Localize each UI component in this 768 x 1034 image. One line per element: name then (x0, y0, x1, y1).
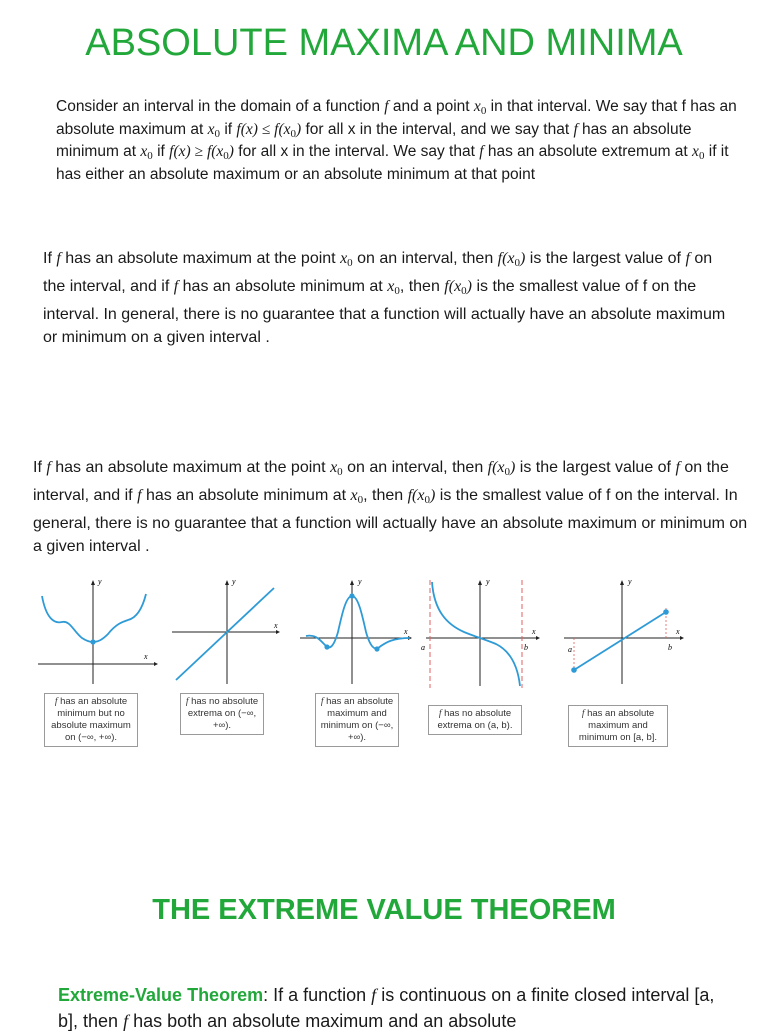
text-span: if (220, 120, 237, 138)
text-span: in that interval. We say that f has an absolute maximum at (56, 98, 737, 138)
text-span: on an interval, then (342, 459, 488, 476)
graph-5-caption: f has an absolute maximum and minimum on [a, b]. (568, 705, 668, 747)
text-span: Consider an interval in the domain of a function (56, 98, 385, 115)
math-x0: $x_0$ (692, 143, 705, 162)
math-f: f (46, 459, 51, 476)
math-f: f (675, 459, 680, 476)
text-span: for all x in the interval. We say that (233, 143, 480, 160)
section-title: THE EXTREME VALUE THEOREM (152, 894, 616, 926)
x-axis-label: x (676, 627, 680, 636)
y-axis-label: y (486, 577, 490, 586)
text-span: for all x in the interval, and we say that (301, 120, 574, 138)
text-span: on the interval, and if (33, 459, 729, 504)
text-span: if (152, 143, 170, 160)
math-f: f (479, 143, 484, 160)
x-axis-label: x (532, 627, 536, 636)
x-axis-label: x (404, 627, 408, 636)
text-span: has an absolute minimum at (56, 120, 692, 160)
math-inequality-max: $f(x) \le f(x_0)$ (236, 120, 302, 140)
graph-absolute-minimum (36, 576, 160, 686)
text-span: is the largest value of (525, 250, 686, 267)
graph-closed-interval-extrema (560, 576, 686, 686)
text-span: If (33, 459, 47, 476)
page-title: ABSOLUTE MAXIMA AND MINIMA (85, 22, 683, 64)
explanation-paragraph-2 (33, 456, 753, 558)
math-x0: $x_0$ (340, 250, 353, 269)
math-x0: $x_0$ (207, 120, 221, 140)
math-f: f (56, 250, 61, 267)
math-f: f (123, 1011, 129, 1031)
text-span: has an absolute maximum at the point (60, 250, 341, 267)
math-fx0: $f(x_0)$ (497, 250, 526, 269)
math-f: f (137, 487, 142, 504)
b-label: b (668, 643, 672, 652)
math-x0: $x_0$ (330, 459, 343, 478)
math-x0: $x_0$ (350, 487, 364, 506)
math-f: f (371, 985, 377, 1005)
y-axis-label: y (358, 577, 362, 586)
math-inequality-min: $f(x) \ge f(x_0)$ (169, 143, 234, 162)
graph-4-caption: f has no absolute extrema on (a, b). (428, 705, 522, 735)
theorem-label: Extreme-Value Theorem (58, 985, 264, 1005)
a-label: a (568, 645, 572, 654)
graph-open-interval-no-extrema (421, 576, 546, 688)
y-axis-label: y (98, 577, 102, 586)
math-f: f (173, 278, 179, 295)
y-axis-label: y (628, 577, 632, 586)
text-span: has an absolute extremum at (483, 143, 693, 160)
x-axis-label: x (274, 621, 278, 630)
text-span: on the interval, and if (43, 250, 713, 295)
graph-line-no-extrema (170, 576, 290, 686)
math-fx0: $f(x_0)$ (407, 487, 436, 506)
math-f: f (573, 120, 578, 138)
text-span: is the largest value of (515, 459, 676, 476)
text-span: and a point (388, 98, 474, 115)
text-span: : (263, 985, 269, 1005)
math-x0: $x_0$ (140, 143, 153, 162)
a-label: a (421, 643, 425, 652)
text-span: , then (363, 487, 408, 504)
text-span: is the smallest value of f on the interval. In general, there is no guarantee that a function will actually have an absolute maximum or minimum on a given interval . (43, 278, 726, 346)
text-span: if it has either an absolute maximum or an absolute minimum at that point (56, 143, 729, 183)
math-fx0: $f(x_0)$ (487, 459, 516, 478)
b-label: b (524, 643, 528, 652)
graph-1-caption: f has an absolute minimum but no absolute maximum on (−∞, +∞). (44, 693, 138, 747)
math-f: f (384, 98, 389, 115)
text-span: If a function (268, 985, 372, 1005)
text-span: is continuous on a finite closed interval [a, b], then (58, 985, 715, 1031)
text-span: is the smallest value of f on the interval. In general, there is no guarantee that a function will actually have an absolute maximum or minimum on a given interval . (33, 487, 748, 555)
math-x0: $x_0$ (473, 98, 487, 117)
theorem-paragraph (58, 982, 738, 1034)
text-span: , then (399, 278, 445, 295)
extrema-examples-figure (30, 570, 690, 760)
definition-paragraph (56, 98, 742, 183)
text-span: If (43, 250, 57, 267)
text-span: on an interval, then (352, 250, 498, 267)
math-f: f (685, 250, 690, 267)
math-x0: $x_0$ (387, 278, 400, 297)
explanation-paragraph-1 (43, 247, 733, 349)
text-span: has both an absolute maximum and an absolute (128, 1011, 517, 1031)
text-span: has an absolute minimum at (178, 278, 388, 295)
graph-2-caption: f has no absolute extrema on (−∞, +∞). (180, 693, 264, 735)
graph-absolute-max-and-min (298, 576, 418, 686)
text-span: has an absolute minimum at (141, 487, 351, 504)
text-span: has an absolute maximum at the point (50, 459, 331, 476)
y-axis-label: y (232, 577, 236, 586)
math-fx0: $f(x_0)$ (444, 278, 472, 297)
graph-3-caption: f has an absolute maximum and minimum on (−∞, +∞). (315, 693, 399, 747)
x-axis-label: x (144, 652, 148, 661)
